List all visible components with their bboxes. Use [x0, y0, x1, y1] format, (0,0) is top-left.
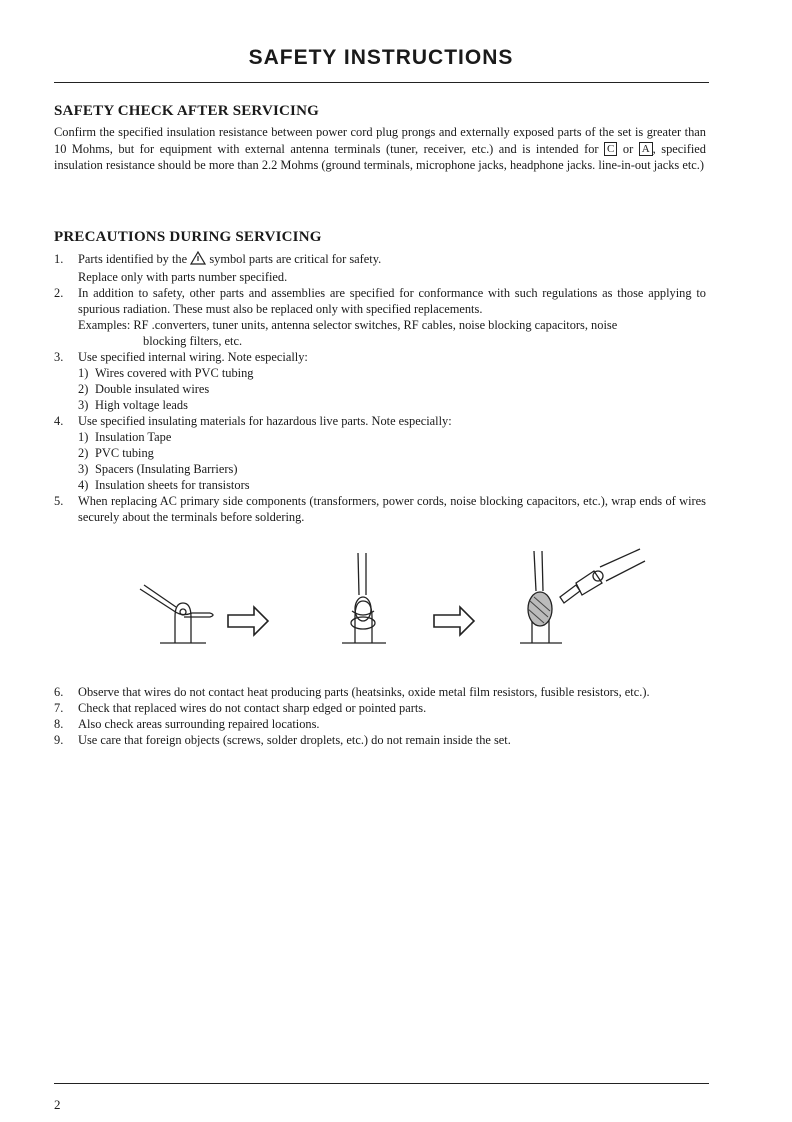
- list-item-text: Also check areas surrounding repaired locations.: [78, 717, 320, 731]
- list-item-text: When replacing AC primary side components (transformers, power cords, noise blocking capacitors, etc.), wrap ends of wires securely about the terminals before soldering.: [78, 494, 706, 524]
- list-item-text: Use specified internal wiring. Note especially:: [78, 350, 308, 364]
- wire-hooking-terminal-illustration: [140, 585, 213, 643]
- sub-item-number: 3): [78, 398, 89, 412]
- header-rule: [54, 82, 709, 83]
- section-heading-safety-check: SAFETY CHECK AFTER SERVICING: [54, 103, 319, 119]
- list-item-number: 4.: [54, 414, 64, 428]
- sub-item: [54, 477, 706, 493]
- list-item: [54, 413, 706, 429]
- sub-item: [54, 365, 706, 381]
- list-item: [54, 732, 706, 748]
- right-arrow-icon: [228, 607, 268, 635]
- class-a-box: A: [639, 142, 653, 156]
- footer-rule: [54, 1083, 709, 1084]
- list-item: [54, 684, 706, 700]
- sub-item: [54, 381, 706, 397]
- sub-item-number: 3): [78, 462, 89, 476]
- list-item-text: Replace only with parts number specified.: [78, 270, 288, 284]
- list-item: [54, 349, 706, 365]
- page-title: SAFETY INSTRUCTIONS: [248, 46, 514, 69]
- safety-check-text-a: Confirm the specified insulation resistance between power cord plug prongs and externally exposed parts of the set is greater than 10 Mohms, but for equipment with external antenna terminals (tuner, receiver, etc.) and is intended for: [54, 125, 706, 156]
- list-item-text: Parts identified by the: [78, 252, 188, 266]
- list-item-text: Use care that foreign objects (screws, solder droplets, etc.) do not remain inside the set.: [78, 733, 511, 747]
- page-number: 2: [54, 1097, 61, 1112]
- sub-item-text: Spacers (Insulating Barriers): [95, 462, 238, 476]
- sub-item-number: 2): [78, 446, 89, 460]
- safety-check-paragraph: [54, 124, 706, 174]
- wire-wrapped-terminal-illustration: [342, 553, 386, 643]
- safety-check-text-b: , specified insulation resistance should be more than 2.2 Mohms (ground terminals, microphone jacks, headphone jacks. line-in-out jacks etc.): [54, 141, 706, 172]
- list-item-number: 2.: [54, 286, 64, 300]
- sub-item-number: 2): [78, 382, 89, 396]
- sub-item-number: 4): [78, 478, 89, 492]
- list-item: [54, 716, 706, 732]
- list-item-text: Use specified insulating materials for hazardous live parts. Note especially:: [78, 414, 452, 428]
- list-item-number: 1.: [54, 252, 64, 266]
- sub-item-text: Double insulated wires: [95, 382, 210, 396]
- list-item-text: symbol parts are critical for safety.: [209, 252, 382, 266]
- section-heading-precautions: PRECAUTIONS DURING SERVICING: [54, 229, 322, 245]
- wire-wrapping-figure: [130, 545, 650, 660]
- class-c-box: C: [604, 142, 617, 156]
- list-item-number: 7.: [54, 701, 64, 715]
- safety-check-or: or: [622, 141, 634, 156]
- sub-item: [54, 397, 706, 413]
- soldering-iron-illustration: [520, 549, 645, 643]
- sub-item-text: PVC tubing: [95, 446, 154, 460]
- list-item-examples-cont: blocking filters, etc.: [143, 334, 243, 348]
- sub-item-text: Wires covered with PVC tubing: [95, 366, 254, 380]
- sub-item-text: Insulation sheets for transistors: [95, 478, 250, 492]
- list-item: [54, 251, 706, 285]
- right-arrow-icon: [434, 607, 474, 635]
- list-item-text: Observe that wires do not contact heat producing parts (heatsinks, oxide metal film resistors, fusible resistors, etc.).: [78, 685, 650, 699]
- list-item-number: 9.: [54, 733, 64, 747]
- sub-item-text: High voltage leads: [95, 398, 188, 412]
- sub-item: [54, 429, 706, 445]
- sub-item-text: Insulation Tape: [95, 430, 172, 444]
- sub-item: [54, 461, 706, 477]
- list-item: [54, 285, 706, 349]
- list-item-examples: Examples: RF .converters, tuner units, antenna selector switches, RF cables, noise blocking capacitors, noise: [78, 318, 618, 332]
- list-item-number: 6.: [54, 685, 64, 699]
- list-item-text: In addition to safety, other parts and assemblies are specified for conformance with such regulations as those applying to spurious radiation. These must also be replaced only with specified replacements.: [78, 286, 706, 316]
- list-item: [54, 700, 706, 716]
- warning-triangle-icon: [190, 251, 206, 269]
- sub-item-number: 1): [78, 366, 89, 380]
- sub-item: [54, 445, 706, 461]
- list-item-number: 8.: [54, 717, 64, 731]
- list-item-text: Check that replaced wires do not contact sharp edged or pointed parts.: [78, 701, 427, 715]
- list-item: [54, 493, 706, 525]
- sub-item-number: 1): [78, 430, 89, 444]
- list-item-number: 3.: [54, 350, 64, 364]
- precautions-list: [54, 251, 706, 525]
- precautions-list-continued: [54, 684, 706, 748]
- list-item-number: 5.: [54, 494, 64, 508]
